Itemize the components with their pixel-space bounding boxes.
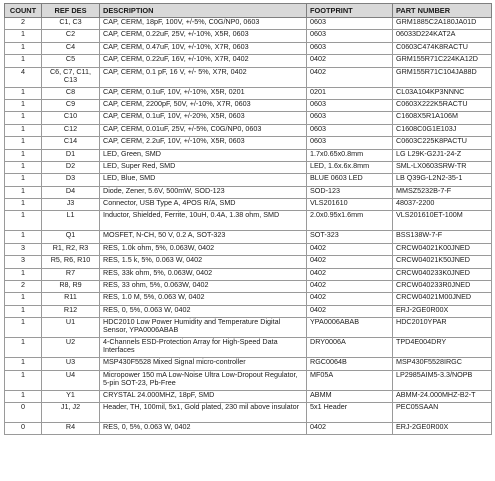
table-row: [5, 18, 492, 30]
bom-table: [4, 3, 492, 435]
cell-ref-des: D1: [42, 149, 100, 161]
cell-part-number: LB Q39G-L2N2-35-1: [393, 174, 492, 186]
header-count: COUNT: [5, 4, 42, 18]
cell-part-number: MSP430F5528IRGC: [393, 358, 492, 370]
cell-part-number: GRM1885C2A180JA01D: [393, 18, 492, 30]
cell-footprint: 2.0x0.95x1.6mm: [307, 211, 393, 231]
cell-description: CAP, CERM, 18pF, 100V, +/-5%, C0G/NP0, 0603: [100, 18, 307, 30]
cell-part-number: CRCW040233K0JNED: [393, 268, 492, 280]
header-footprint: FOOTPRINT: [307, 4, 393, 18]
cell-footprint: 0603: [307, 30, 393, 42]
cell-footprint: YPA0006ABAB: [307, 318, 393, 338]
cell-ref-des: D3: [42, 174, 100, 186]
table-row: [5, 149, 492, 161]
cell-count: 1: [5, 30, 42, 42]
cell-ref-des: C5: [42, 55, 100, 67]
cell-count: 1: [5, 268, 42, 280]
cell-count: 3: [5, 243, 42, 255]
cell-count: 1: [5, 338, 42, 358]
table-row: [5, 305, 492, 317]
cell-ref-des: C1, C3: [42, 18, 100, 30]
table-row: [5, 161, 492, 173]
cell-count: 1: [5, 231, 42, 243]
cell-ref-des: C4: [42, 42, 100, 54]
cell-ref-des: C12: [42, 124, 100, 136]
table-row: [5, 231, 492, 243]
cell-part-number: TPD4E004DRY: [393, 338, 492, 358]
cell-part-number: ERJ-2GE0R00X: [393, 422, 492, 434]
cell-footprint: 0402: [307, 256, 393, 268]
cell-description: HDC2010 Low Power Humidity and Temperature Digital Sensor, YPA0006ABAB: [100, 318, 307, 338]
cell-count: 1: [5, 42, 42, 54]
cell-description: RES, 1.5 k, 5%, 0.063 W, 0402: [100, 256, 307, 268]
table-row: [5, 55, 492, 67]
cell-description: RES, 1.0 M, 5%, 0.063 W, 0402: [100, 293, 307, 305]
cell-description: CAP, CERM, 0.1 pF, 16 V, +/- 5%, X7R, 0402: [100, 67, 307, 87]
cell-count: 1: [5, 112, 42, 124]
cell-ref-des: R12: [42, 305, 100, 317]
table-row: [5, 174, 492, 186]
cell-part-number: 48037-2200: [393, 199, 492, 211]
cell-footprint: ABMM: [307, 390, 393, 402]
cell-count: 1: [5, 305, 42, 317]
cell-ref-des: Q1: [42, 231, 100, 243]
cell-count: 3: [5, 256, 42, 268]
cell-footprint: 0402: [307, 422, 393, 434]
cell-description: Diode, Zener, 5.6V, 500mW, SOD-123: [100, 186, 307, 198]
table-row: [5, 268, 492, 280]
cell-description: LED, Blue, SMD: [100, 174, 307, 186]
cell-ref-des: U2: [42, 338, 100, 358]
cell-ref-des: R11: [42, 293, 100, 305]
cell-count: 1: [5, 174, 42, 186]
cell-footprint: VLS201610: [307, 199, 393, 211]
cell-footprint: 0402: [307, 281, 393, 293]
cell-count: 2: [5, 18, 42, 30]
cell-part-number: C1608X5R1A106M: [393, 112, 492, 124]
cell-footprint: 0402: [307, 55, 393, 67]
table-row: [5, 281, 492, 293]
cell-count: 1: [5, 149, 42, 161]
table-row: [5, 318, 492, 338]
cell-count: 1: [5, 161, 42, 173]
cell-ref-des: C14: [42, 137, 100, 149]
cell-description: CAP, CERM, 0.47uF, 10V, +/-10%, X7R, 0603: [100, 42, 307, 54]
cell-count: 0: [5, 422, 42, 434]
cell-footprint: MF05A: [307, 370, 393, 390]
cell-description: LED, Super Red, SMD: [100, 161, 307, 173]
cell-ref-des: R5, R6, R10: [42, 256, 100, 268]
cell-ref-des: R7: [42, 268, 100, 280]
cell-part-number: CRCW04021M00JNED: [393, 293, 492, 305]
cell-footprint: 0603: [307, 124, 393, 136]
cell-ref-des: C6, C7, C11, C13: [42, 67, 100, 87]
cell-count: 1: [5, 87, 42, 99]
cell-description: 4-Channels ESD-Protection Array for High-Speed Data Interfaces: [100, 338, 307, 358]
cell-description: RES, 0, 5%, 0.063 W, 0402: [100, 305, 307, 317]
cell-part-number: HDC2010YPAR: [393, 318, 492, 338]
cell-part-number: LP2985AIM5-3.3/NOPB: [393, 370, 492, 390]
table-row: [5, 186, 492, 198]
cell-footprint: DRY0006A: [307, 338, 393, 358]
cell-description: Header, TH, 100mil, 5x1, Gold plated, 230 mil above insulator: [100, 402, 307, 422]
table-row: [5, 211, 492, 231]
cell-ref-des: Y1: [42, 390, 100, 402]
cell-count: 0: [5, 402, 42, 422]
cell-ref-des: L1: [42, 211, 100, 231]
cell-description: CAP, CERM, 0.22uF, 25V, +/-10%, X5R, 0603: [100, 30, 307, 42]
table-row: [5, 199, 492, 211]
cell-part-number: LG L29K-G2J1-24-Z: [393, 149, 492, 161]
cell-footprint: 0402: [307, 293, 393, 305]
table-row: [5, 390, 492, 402]
cell-footprint: SOT-323: [307, 231, 393, 243]
cell-description: RES, 0, 5%, 0.063 W, 0402: [100, 422, 307, 434]
cell-description: MSP430F5528 Mixed Signal micro-controller: [100, 358, 307, 370]
table-row: [5, 358, 492, 370]
cell-footprint: 1.7x0.65x0.8mm: [307, 149, 393, 161]
table-row: [5, 42, 492, 54]
cell-part-number: ABMM-24.000MHZ-B2-T: [393, 390, 492, 402]
cell-part-number: C1608C0G1E103J: [393, 124, 492, 136]
cell-part-number: PEC05SAAN: [393, 402, 492, 422]
cell-count: 1: [5, 370, 42, 390]
cell-ref-des: R4: [42, 422, 100, 434]
cell-part-number: CRCW04021K50JNED: [393, 256, 492, 268]
cell-count: 1: [5, 390, 42, 402]
table-row: [5, 402, 492, 422]
table-row: [5, 422, 492, 434]
table-body: [5, 18, 492, 435]
table-row: [5, 112, 492, 124]
table-row: [5, 338, 492, 358]
cell-footprint: 0402: [307, 268, 393, 280]
cell-description: CAP, CERM, 2.2uF, 10V, +/-10%, X5R, 0603: [100, 137, 307, 149]
cell-footprint: 0201: [307, 87, 393, 99]
cell-description: RES, 1.0k ohm, 5%, 0.063W, 0402: [100, 243, 307, 255]
cell-description: CAP, CERM, 0.1uF, 10V, +/-20%, X5R, 0603: [100, 112, 307, 124]
cell-footprint: 0603: [307, 112, 393, 124]
cell-description: CAP, CERM, 0.22uF, 16V, +/-10%, X7R, 0402: [100, 55, 307, 67]
cell-part-number: CRCW040233R0JNED: [393, 281, 492, 293]
cell-description: CAP, CERM, 2200pF, 50V, +/-10%, X7R, 0603: [100, 99, 307, 111]
cell-footprint: BLUE 0603 LED: [307, 174, 393, 186]
cell-footprint: 0402: [307, 67, 393, 87]
cell-part-number: SML-LX0603SRW-TR: [393, 161, 492, 173]
cell-count: 1: [5, 55, 42, 67]
cell-count: 1: [5, 124, 42, 136]
cell-description: RES, 33 ohm, 5%, 0.063W, 0402: [100, 281, 307, 293]
cell-footprint: RGC0064B: [307, 358, 393, 370]
cell-ref-des: C2: [42, 30, 100, 42]
cell-count: 1: [5, 137, 42, 149]
cell-count: 1: [5, 99, 42, 111]
cell-description: CAP, CERM, 0.1uF, 10V, +/-10%, X5R, 0201: [100, 87, 307, 99]
table-row: [5, 124, 492, 136]
cell-part-number: CRCW04021K00JNED: [393, 243, 492, 255]
cell-count: 1: [5, 318, 42, 338]
cell-footprint: 5x1 Header: [307, 402, 393, 422]
cell-description: Micropower 150 mA Low-Noise Ultra Low-Dropout Regulator, 5-pin SOT-23, Pb-Free: [100, 370, 307, 390]
table-row: [5, 293, 492, 305]
cell-description: CAP, CERM, 0.01uF, 25V, +/-5%, C0G/NP0, 0603: [100, 124, 307, 136]
cell-part-number: C0603C225K8PACTU: [393, 137, 492, 149]
header-part-number: PART NUMBER: [393, 4, 492, 18]
cell-count: 1: [5, 293, 42, 305]
cell-part-number: GRM155R71C104JA88D: [393, 67, 492, 87]
cell-ref-des: D4: [42, 186, 100, 198]
cell-ref-des: J1, J2: [42, 402, 100, 422]
header-ref-des: REF DES: [42, 4, 100, 18]
cell-ref-des: U4: [42, 370, 100, 390]
cell-ref-des: C9: [42, 99, 100, 111]
cell-description: CRYSTAL 24.000MHZ, 18pF, SMD: [100, 390, 307, 402]
cell-part-number: VLS201610ET-100M: [393, 211, 492, 231]
cell-footprint: 0402: [307, 305, 393, 317]
cell-ref-des: C8: [42, 87, 100, 99]
cell-footprint: 0603: [307, 99, 393, 111]
cell-description: MOSFET, N-CH, 50 V, 0.2 A, SOT-323: [100, 231, 307, 243]
cell-count: 1: [5, 358, 42, 370]
cell-part-number: GRM155R71C224KA12D: [393, 55, 492, 67]
table-row: [5, 99, 492, 111]
cell-footprint: 0603: [307, 137, 393, 149]
cell-count: 1: [5, 211, 42, 231]
header-description: DESCRIPTION: [100, 4, 307, 18]
cell-footprint: 0603: [307, 42, 393, 54]
cell-count: 2: [5, 281, 42, 293]
table-row: [5, 67, 492, 87]
table-row: [5, 370, 492, 390]
cell-footprint: 0603: [307, 18, 393, 30]
cell-ref-des: R1, R2, R3: [42, 243, 100, 255]
cell-ref-des: D2: [42, 161, 100, 173]
cell-count: 1: [5, 186, 42, 198]
cell-part-number: 06033D224KAT2A: [393, 30, 492, 42]
cell-ref-des: J3: [42, 199, 100, 211]
cell-part-number: MMSZ5232B-7-F: [393, 186, 492, 198]
cell-part-number: C0603X222K5RACTU: [393, 99, 492, 111]
cell-part-number: ERJ-2GE0R00X: [393, 305, 492, 317]
table-header: [5, 4, 492, 18]
cell-ref-des: U1: [42, 318, 100, 338]
cell-part-number: C0603C474K8RACTU: [393, 42, 492, 54]
cell-ref-des: U3: [42, 358, 100, 370]
cell-description: LED, Green, SMD: [100, 149, 307, 161]
cell-ref-des: R8, R9: [42, 281, 100, 293]
table-row: [5, 243, 492, 255]
cell-count: 1: [5, 199, 42, 211]
cell-description: Connector, USB Type A, 4POS R/A, SMD: [100, 199, 307, 211]
cell-count: 4: [5, 67, 42, 87]
table-row: [5, 87, 492, 99]
cell-ref-des: C10: [42, 112, 100, 124]
table-row: [5, 137, 492, 149]
cell-description: Inductor, Shielded, Ferrite, 10uH, 0.4A, 1.38 ohm, SMD: [100, 211, 307, 231]
cell-description: RES, 33k ohm, 5%, 0.063W, 0402: [100, 268, 307, 280]
table-row: [5, 256, 492, 268]
cell-part-number: BSS138W-7-F: [393, 231, 492, 243]
cell-footprint: SOD-123: [307, 186, 393, 198]
cell-footprint: 0402: [307, 243, 393, 255]
table-row: [5, 30, 492, 42]
cell-part-number: CL03A104KP3NNNC: [393, 87, 492, 99]
cell-footprint: LED, 1.6x.6x.8mm: [307, 161, 393, 173]
